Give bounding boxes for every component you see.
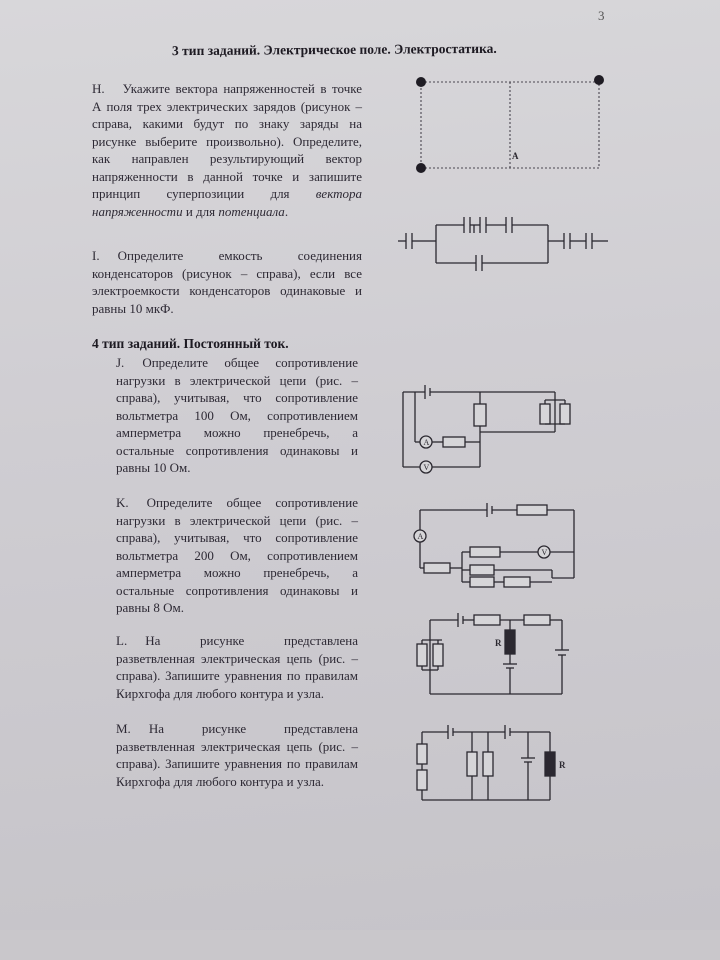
resistor-j-3 [540,404,550,424]
figure-circuit-k [402,500,592,595]
task-h-text: Укажите вектора напряженностей в точке А поля трех электрических зарядов (рисунок – справа, какими будут по знаку заряды на рисунке выберите произвольно). Определите, как направлен результирующий вектор напряженности в данной точке и запишите принцип суперпозиции для [92,81,362,201]
charge-top-right [594,75,604,85]
resistor-r-m-label: R [559,760,566,770]
task-m-letter: M. [116,721,131,736]
resistor-k-3 [470,547,500,557]
resistor-l-3 [417,644,427,666]
figure-charges [405,70,615,180]
task-l [116,632,358,702]
task-h-text-end: . [284,203,289,219]
voltmeter-k-label: V [541,548,548,557]
task-m-text: На рисунке представлена разветвленная электрическая цепь (рис. – справа). Запишите уравнения по правилам Кирхгофа для любого контура и узла. [116,721,358,789]
task-l-text: На рисунке представлена разветвленная электрическая цепь (рис. – справа). Запишите уравнения по правилам Кирхгофа для любого контура и узла. [116,633,358,701]
resistor-r-l [505,630,515,654]
ammeter-label: A [423,438,430,447]
capacitor-bottom-branch [436,255,548,271]
resistor-m-1 [417,744,427,764]
task-k-letter: K. [116,495,129,510]
task-k-text: Определите общее сопротивление нагрузки в электрической цепи (рис. – справа), учитывая, что сопротивление вольтметра 200 Ом, сопротивлением амперметра можно пренебречь, а остальные сопротивления одинаковы и равны 8 Ом. [116,495,358,615]
capacitor-right [548,233,608,249]
task-i [92,247,362,317]
task-h [92,80,362,220]
section-3-heading: 3 тип заданий. Электрическое поле. Электростатика. [171,40,497,59]
resistor-k-4 [470,565,494,575]
page-number: 3 [598,8,605,23]
figure-capacitors [398,205,618,275]
figure-circuit-l [410,610,585,700]
task-l-letter: L. [116,633,128,648]
resistor-j-2 [443,437,465,447]
task-j [116,354,358,477]
resistor-k-1 [517,505,547,515]
capacitor-top-branch [436,217,548,233]
figure-circuit-m [410,722,575,807]
resistor-r-m [545,752,555,776]
task-i-letter: I. [92,248,100,263]
capacitor-left [398,233,436,249]
resistor-k-6 [504,577,530,587]
voltmeter-label: V [423,463,430,472]
resistor-r-l-label: R [495,638,502,648]
resistor-m-4 [483,752,493,776]
resistor-m-2 [417,770,427,790]
task-j-letter: J. [116,355,125,370]
section-4-heading: 4 тип заданий. Постоянный ток. [92,336,289,351]
resistor-k-2 [424,563,450,573]
resistor-l-2 [524,615,550,625]
task-m [116,720,358,790]
figure-circuit-j [385,382,585,482]
task-h-letter: H. [92,81,105,96]
task-i-text: Определите емкость соединения конденсаторов (рисунок – справа), если все электроемкости конденсаторов одинаковые и равны 10 мкФ. [92,248,362,316]
resistor-l-1 [474,615,500,625]
resistor-m-3 [467,752,477,776]
task-j-text: Определите общее сопротивление нагрузки в электрической цепи (рис. – справа), учитывая, что сопротивление вольтметра 100 Ом, сопротивлением амперметра можно пренебречь, а остальные сопротивления одинаковы и равны 10 Ом. [116,355,358,475]
task-h-italic-vector: вектора напряженности [92,186,362,219]
resistor-l-4 [433,644,443,666]
point-a-label: A [512,151,519,161]
task-h-italic-potential: потенциала [218,203,285,219]
task-h-text-mid: и для [185,203,216,219]
resistor-j-4 [560,404,570,424]
charge-bottom-left [416,163,426,173]
task-k [116,494,358,617]
resistor-j-1 [474,404,486,426]
resistor-k-5 [470,577,494,587]
charge-top-left [416,77,426,87]
ammeter-k-label: A [417,532,424,541]
